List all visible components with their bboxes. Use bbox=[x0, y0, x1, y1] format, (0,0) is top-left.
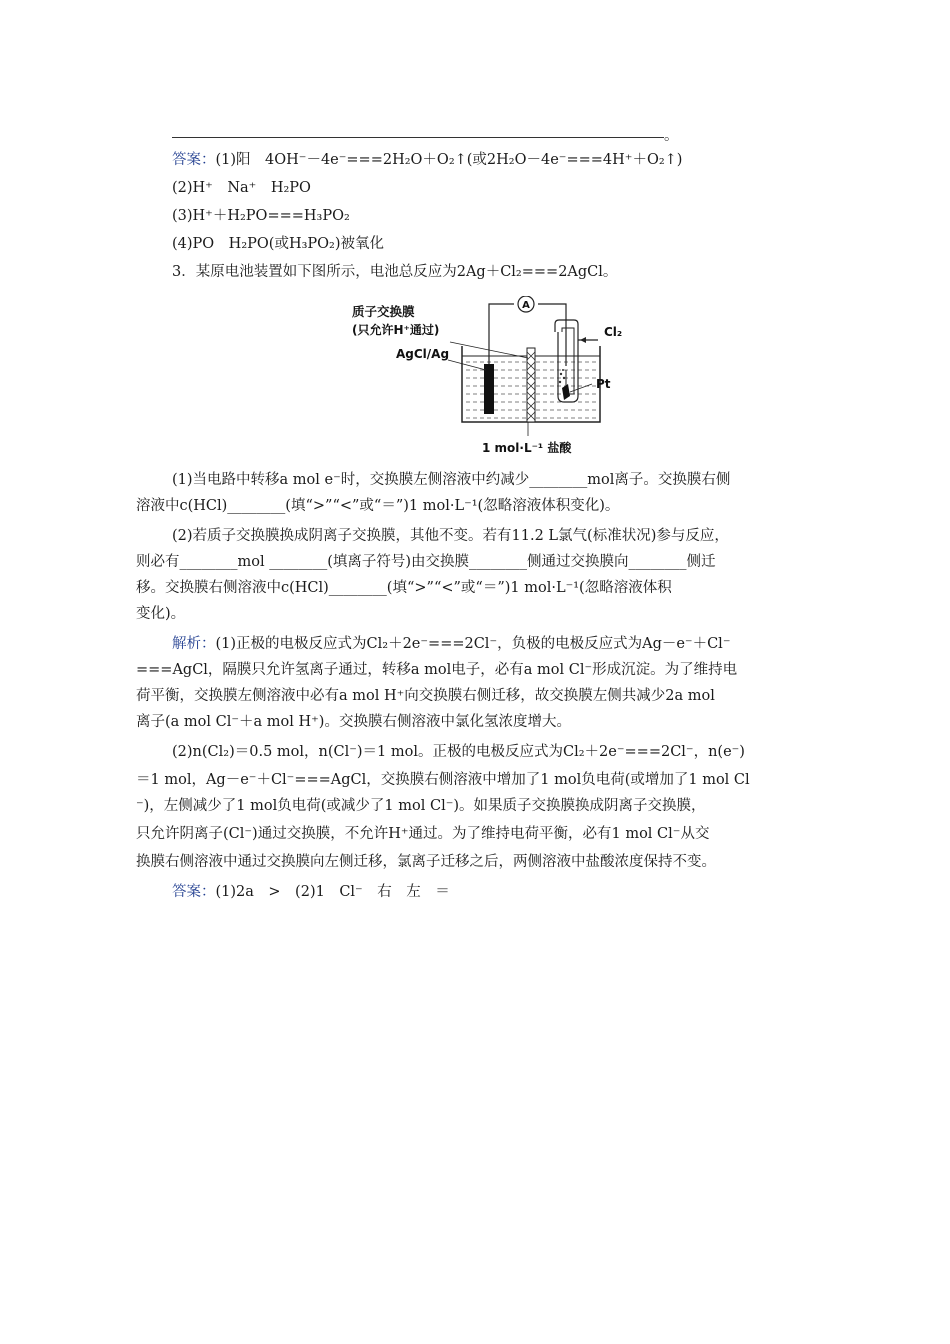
analysis-p2-line-5: 换膜右侧溶液中通过交换膜向左侧迁移，氯离子迁移之后，两侧溶液中盐酸浓度保持不变。 bbox=[136, 854, 716, 870]
solution-label: 1 mol·L⁻¹ 盐酸 bbox=[482, 441, 572, 455]
q3-part2-line-4: 变化)。 bbox=[136, 606, 186, 622]
analysis-p2-line-1: (2)n(Cl₂)＝0.5 mol，n(Cl⁻)＝1 mol。正极的电极反应式为Cl₂＋2e⁻===2Cl⁻，n(e⁻) bbox=[172, 744, 745, 760]
analysis-p1-line-3: 荷平衡，交换膜左侧溶液中必有a mol H⁺向交换膜右侧迁移，故交换膜左侧共减少2a mol bbox=[136, 688, 715, 704]
membrane-label: 质子交换膜 bbox=[352, 304, 415, 319]
previous-answer-line-3: (3)H⁺＋H₂PO===H₃PO₂ bbox=[172, 208, 350, 224]
answer-blank-line bbox=[172, 137, 664, 138]
analysis-p1-line-4: 离子(a mol Cl⁻＋a mol H⁺)。交换膜右侧溶液中氯化氢浓度增大。 bbox=[136, 714, 571, 730]
answer-text: (1)阳 4OH⁻－4e⁻===2H₂O＋O₂↑(或2H₂O－4e⁻===4H⁺＋O₂↑) bbox=[215, 152, 683, 168]
q3-part2-line-3: 移。交换膜右侧溶液中c(HCl)________(填“>”“<”或“＝”)1 mol·L⁻¹(忽略溶液体积 bbox=[136, 580, 672, 596]
analysis-text: (1)正极的电极反应式为Cl₂＋2e⁻===2Cl⁻，负极的电极反应式为Ag－e⁻＋Cl⁻ bbox=[215, 636, 731, 652]
left-electrode-label: AgCl/Ag bbox=[396, 347, 450, 361]
galvanic-cell-diagram bbox=[352, 296, 638, 462]
q3-part2-line-1: (2)若质子交换膜换成阴离子交换膜，其他不变。若有11.2 L氯气(标准状况)参与反应， bbox=[172, 528, 729, 544]
analysis-p2-line-4: 只允许阴离子(Cl⁻)通过交换膜，不允许H⁺通过。为了维持电荷平衡，必有1 mol Cl⁻从交 bbox=[136, 826, 710, 842]
previous-answer-line-4: (4)PO H₂PO(或H₃PO₂)被氧化 bbox=[172, 236, 385, 252]
answer-3-text: (1)2a > (2)1 Cl⁻ 右 左 ＝ bbox=[215, 884, 450, 900]
membrane-note-label: (只允许H⁺通过) bbox=[352, 323, 440, 337]
bubbles bbox=[559, 369, 565, 383]
analysis-label: 解析： bbox=[172, 636, 216, 652]
right-wire bbox=[538, 304, 566, 366]
analysis-p2-line-3: ⁻)，左侧减少了1 mol负电荷(或减少了1 mol Cl⁻)。如果质子交换膜换成阴离子交换膜， bbox=[136, 798, 706, 814]
analysis-p1-line-2: ===AgCl，隔膜只允许氢离子通过，转移a mol电子，必有a mol Cl⁻形成沉淀。为了维持电 bbox=[136, 662, 738, 678]
analysis-p1-line-1 bbox=[172, 634, 730, 654]
electrode-leader bbox=[448, 360, 486, 370]
ammeter-label: A bbox=[522, 300, 530, 311]
pt-label: Pt bbox=[596, 377, 611, 391]
previous-answer-line-2: (2)H⁺ Na⁺ H₂PO bbox=[172, 180, 311, 196]
gas-label: Cl₂ bbox=[604, 325, 623, 339]
left-wire bbox=[489, 304, 514, 364]
pt-electrode bbox=[562, 384, 570, 400]
question-3-stem: 3．某原电池装置如下图所示，电池总反应为2Ag＋Cl₂===2AgCl。 bbox=[172, 264, 618, 280]
analysis-p2-line-2: ＝1 mol，Ag－e⁻＋Cl⁻===AgCl，交换膜右侧溶液中增加了1 mol负电荷(或增加了1 mol Cl bbox=[136, 772, 750, 788]
answer-3-line bbox=[172, 882, 450, 902]
agcl-ag-electrode bbox=[484, 364, 494, 414]
arrow-head-icon bbox=[580, 337, 586, 343]
answer-3-label: 答案： bbox=[172, 884, 216, 900]
pt-leader bbox=[570, 384, 592, 392]
end-mark: 。 bbox=[664, 128, 679, 144]
answer-label: 答案： bbox=[172, 152, 216, 168]
previous-answer-line-1 bbox=[172, 150, 682, 170]
q3-part2-line-2: 则必有________mol ________(填离子符号)由交换膜________侧通过交换膜向________侧迁 bbox=[136, 554, 716, 570]
q3-part1-line-2: 溶液中c(HCl)________(填“>”“<”或“＝”)1 mol·L⁻¹(忽略溶液体积变化)。 bbox=[136, 498, 620, 514]
q3-part1-line-1: (1)当电路中转移a mol e⁻时，交换膜左侧溶液中约减少________mol离子。交换膜右侧 bbox=[172, 472, 731, 488]
